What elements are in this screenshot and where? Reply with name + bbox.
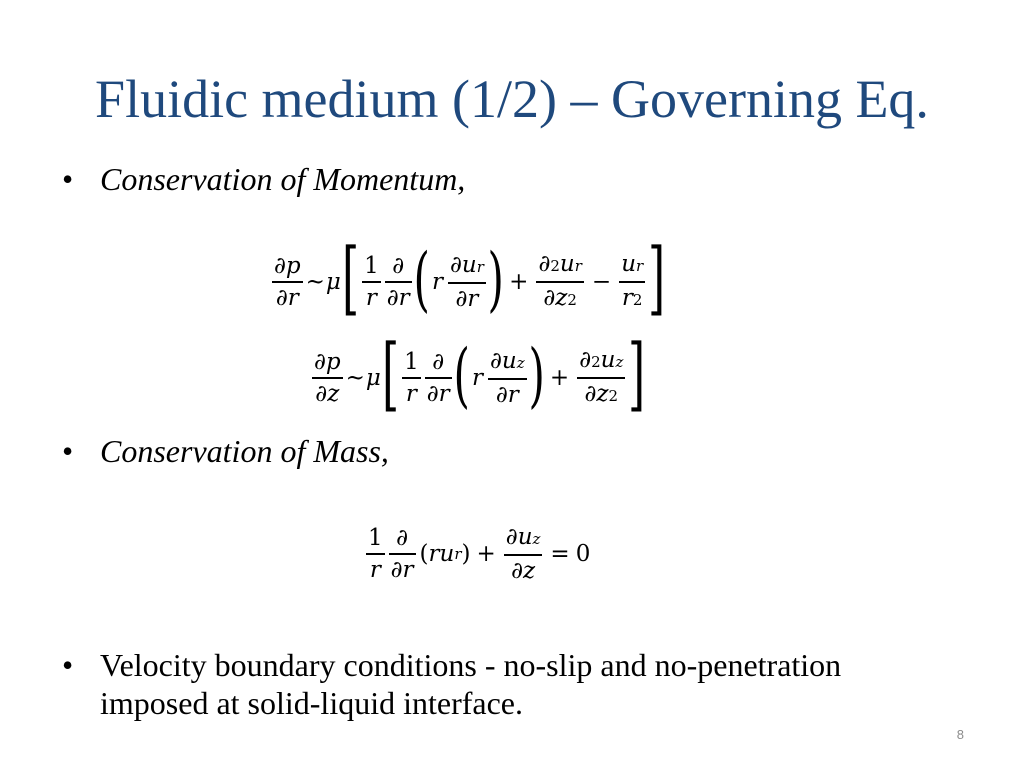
bullet-mass (62, 432, 389, 470)
bullet-text-line-1: Velocity boundary conditions - no-slip and no-penetration (100, 647, 842, 683)
equation-momentum-r: ∂ p ∂ r ~ μ [ $\frac{1}{r}$ ∂ ∂ r ( r ∂ u r ∂ r ) + ∂ 2 u r ∂ z 2 − u r r 2 ] (274, 231, 666, 324)
bullet-marker: • (62, 647, 74, 683)
bullet-marker: • (62, 161, 74, 197)
bullet-boundary-conditions (62, 646, 841, 722)
bullet-momentum (62, 160, 465, 198)
equation-mass: $\frac{1}{r}$ ∂ ∂ r ( ru r ) + ∂ u z ∂ z = 0 (368, 524, 591, 584)
bullet-marker: • (62, 433, 74, 469)
slide-title: Fluidic medium (1/2) – Governing Eq. (95, 69, 929, 129)
bullet-text-line-2: imposed at solid-liquid interface. (100, 685, 523, 721)
equation-momentum-z: ∂ p ∂ z ~ μ [ $\frac{1}{r}$ ∂ ∂ r ( r ∂ u z ∂ r ) + ∂ 2 u z ∂ z 2 ] (314, 327, 646, 420)
bullet-text: Conservation of Mass, (100, 433, 389, 469)
bullet-text: Conservation of Momentum, (100, 161, 466, 197)
slide-number: 8 (956, 727, 964, 742)
